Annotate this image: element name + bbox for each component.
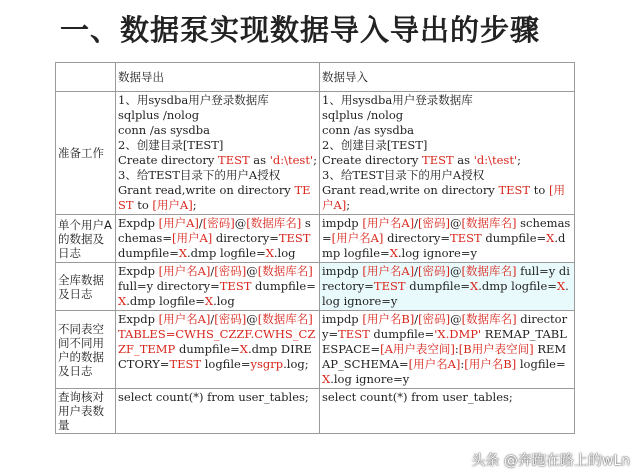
cell-line [322,312,572,387]
row-header-cell: 单个用户A的数据及日志 [56,215,116,263]
highlighted-token: X [178,246,188,260]
watermark: 头条 @奔跑在路上的wLn [471,453,630,469]
text-segment: 3、给TEST目录下的用户A授权 [322,168,485,182]
text-segment: logfile= [201,357,251,371]
text-segment: sqlplus /nolog [118,108,200,122]
highlighted-token: [密码] [202,216,235,230]
text-segment: schemas= [322,216,571,245]
corner-header-cell [56,63,116,92]
cell-line [118,264,317,309]
text-segment: sqlplus /nolog [322,108,404,122]
highlighted-token: X [546,231,555,245]
cell-line [118,390,317,405]
highlighted-token: [数据库名] [461,216,517,230]
highlighted-token: TEST [373,279,406,293]
table-row [56,311,575,389]
cell-line [118,138,317,153]
highlighted-token: TEST [118,183,311,212]
page-title: 一、数据泵实现数据导入导出的步骤 [60,13,541,47]
highlighted-token: [密码] [417,264,450,278]
cell-line [322,153,572,168]
highlighted-token: TEST [219,279,252,293]
highlighted-token: TEST [218,153,250,167]
text-segment: conn /as sysdba [322,123,414,137]
text-segment: conn /as sysdba [118,123,210,137]
text-segment: .dmp logfile= [126,294,205,308]
text-segment: Grant read,write on directory [322,183,499,197]
text-segment: impdp [322,312,363,326]
text-segment: / [414,312,419,326]
cell-line [118,123,317,138]
import-cell [320,92,575,215]
cell-line [322,183,572,213]
cell-line [118,93,317,108]
highlighted-token: X [265,246,274,260]
text-segment: ; [346,198,351,212]
text-segment: ; [517,153,521,167]
text-segment: .dmp logfile= [187,246,266,260]
text-segment: full=y directory= [118,279,220,293]
text-segment: impdp [322,216,363,230]
highlighted-token: [用户A] [322,183,565,212]
text-segment: : [460,357,465,371]
row-header-cell: 查询核对用户表数量 [56,389,116,434]
text-segment: 1、用sysdba用户登录数据库 [118,93,269,107]
table-row [56,389,575,434]
highlighted-token: [用户名A] [331,231,384,245]
highlighted-token: [密码] [417,216,450,230]
text-segment: as [249,153,270,167]
highlighted-token: [数据库名] [257,312,313,326]
text-segment: Expdp [118,216,159,230]
export-cell [116,263,320,311]
table-header-row [56,63,575,92]
cell-line [322,390,572,405]
import-cell [320,263,575,311]
text-segment: @ [449,264,462,278]
highlighted-token: TEST [498,183,531,197]
cell-line [322,108,572,123]
text-segment: dumpfile= [251,279,316,293]
highlighted-token: [数据库名] [246,216,302,230]
text-segment: Create directory [322,153,423,167]
text-segment: dumpfile= [118,246,179,260]
text-segment: dumpfile= [405,279,471,293]
text-segment: .log ignore=y [322,279,569,308]
text-segment: Create directory [118,153,219,167]
text-segment: .log [273,246,296,260]
highlighted-token: TEST [338,327,370,341]
highlighted-token: TEST [169,357,202,371]
highlighted-token: [用户名A] [158,312,211,326]
text-segment: schemas= [118,216,311,245]
text-segment: / [210,264,215,278]
highlighted-token: 'X.DMP' [434,327,482,341]
highlighted-token: ysgrp [250,357,284,371]
highlighted-token: [用户A] [152,198,193,212]
export-cell [116,311,320,389]
highlighted-token: [数据库名] [461,312,517,326]
text-segment: 2、创建目录[TEST] [322,138,428,152]
text-segment: @ [246,312,258,326]
import-cell [320,215,575,263]
highlighted-token: X [239,342,248,356]
text-segment: Expdp [118,312,159,326]
cell-line [322,264,572,309]
text-segment: REMAP_TABLESPACE= [322,327,567,356]
row-header-cell: 全库数据及日志 [56,263,116,311]
text-segment: : [454,342,459,356]
import-cell [320,389,575,434]
highlighted-token: [密码] [214,312,247,326]
text-segment: impdp [322,264,363,278]
text-segment: / [198,216,203,230]
text-segment: @ [234,216,247,230]
highlighted-token: X [470,279,479,293]
text-segment: select count(*) from user_tables; [322,390,513,404]
text-segment: @ [449,216,462,230]
highlighted-token: [用户名A] [362,264,415,278]
export-cell [116,215,320,263]
highlighted-token: [用户名B] [362,312,415,326]
highlighted-token: [用户A] [158,216,199,230]
text-segment: directory= [383,231,451,245]
table-row [56,92,575,215]
table-row [56,263,575,311]
text-segment: / [210,312,215,326]
highlighted-token: [A用户表空间] [380,342,455,356]
highlighted-token: X [389,246,398,260]
cell-line [322,123,572,138]
highlighted-token: X [556,279,566,293]
text-segment: 1、用sysdba用户登录数据库 [322,93,473,107]
text-segment: .dmp DIRECTORY= [118,342,312,371]
text-segment: .dmp logfile= [322,231,566,260]
text-segment: ; [313,153,317,167]
highlighted-token: TEST [422,153,454,167]
cell-line [118,168,317,183]
text-segment: / [414,264,418,278]
text-segment: .log [213,294,235,308]
text-segment: full=y directory= [322,264,570,293]
cell-line [118,183,317,213]
text-segment: to [133,198,153,212]
text-segment: .log ignore=y [330,372,410,386]
highlighted-token: [密码] [418,312,451,326]
cell-line [118,108,317,123]
highlighted-token: X [322,372,331,386]
cell-line [118,216,317,261]
text-segment: dumpfile= [369,327,435,341]
highlighted-token: TEST [278,231,311,245]
text-segment: directory= [322,312,568,341]
cell-line [118,312,317,372]
text-segment: to [530,183,549,197]
text-segment: logfile= [516,357,566,371]
text-segment: 2、创建目录[TEST] [118,138,224,152]
cell-line [322,216,572,261]
row-header-cell: 不同表空间不同用户的数据及日志 [56,311,116,389]
export-column-header: 数据导出 [116,63,320,92]
text-segment: / [414,216,418,230]
steps-table [55,62,575,434]
highlighted-token: X [118,294,127,308]
export-cell [116,389,320,434]
cell-line [322,168,572,183]
highlighted-token: TEST [450,231,482,245]
text-segment: @ [246,264,258,278]
highlighted-token: [用户名A] [362,216,415,230]
highlighted-token: 'd:\test' [473,153,518,167]
text-segment: @ [450,312,462,326]
import-column-header: 数据导入 [320,63,575,92]
highlighted-token: [用户名A] [158,264,211,278]
text-segment: 3、给TEST目录下的用户A授权 [118,168,281,182]
text-segment: REMAP_SCHEMA= [322,342,567,371]
export-cell [116,92,320,215]
text-segment: Grant read,write on directory [118,183,295,197]
text-segment: dumpfile= [175,342,240,356]
highlighted-token: [用户名B] [464,357,517,371]
text-segment: select count(*) from user_tables; [118,390,309,404]
cell-line [322,93,572,108]
text-segment: Expdp [118,264,159,278]
text-segment: ; [192,198,197,212]
text-segment: directory= [212,231,279,245]
highlighted-token: [数据库名] [257,264,313,278]
highlighted-token: X [204,294,214,308]
cell-line [322,138,572,153]
highlighted-token: [用户名A] [408,357,461,371]
highlighted-token: [B用户表空间] [458,342,534,356]
highlighted-token: [密码] [214,264,247,278]
cell-line [118,153,317,168]
text-segment: .dmp logfile= [478,279,557,293]
row-header-cell: 准备工作 [56,92,116,215]
highlighted-token: 'd:\test' [269,153,314,167]
text-segment: dumpfile= [481,231,547,245]
text-segment: .log ignore=y [397,246,477,260]
text-segment: .log; [283,357,309,371]
import-cell [320,311,575,389]
highlighted-token: TABLES=CWHS_CZZF.CWHS_CZZF_TEMP [118,327,316,356]
text-segment: as [453,153,474,167]
highlighted-token: [数据库名] [461,264,517,278]
table-row [56,215,575,263]
highlighted-token: [用户A] [171,231,213,245]
